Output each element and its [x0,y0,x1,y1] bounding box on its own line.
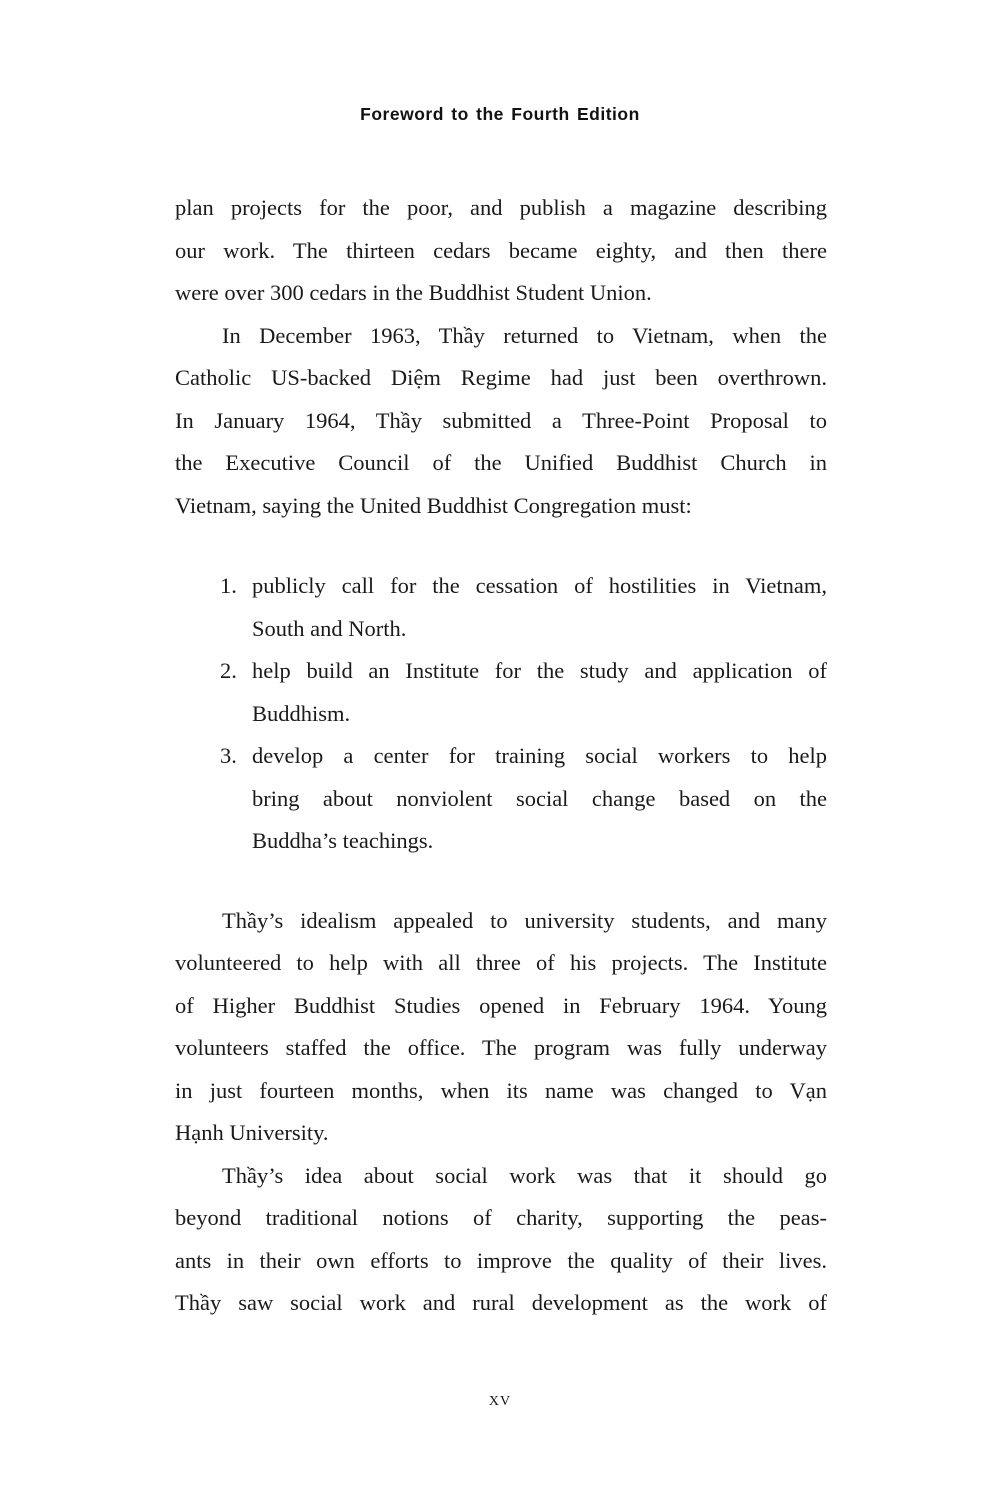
text-line: ants in their own efforts to improve the quality of their lives. [175,1247,827,1273]
text-line: South and North. [252,615,407,641]
text-line: Catholic US-backed Diệm Regime had just been overthrown. [175,365,827,390]
text-line: beyond traditional notions of charity, supporting the peas- [175,1205,827,1230]
list-item-number: 3. [220,743,237,768]
paragraph [175,900,827,1155]
text-line: plan projects for the poor, and publish a magazine describing [175,195,827,220]
list-item [175,735,827,863]
paragraph [175,315,827,528]
text-line: publicly call for the cessation of hostilities in Vietnam, [252,573,827,598]
text-line: bring about nonviolent social change based on the [252,785,827,811]
text-line: help build an Institute for the study and application of [252,658,827,683]
text-line: Thầy’s idealism appealed to university students, and many [222,907,827,933]
text-line: of Higher Buddhist Studies opened in February 1964. Young [175,992,827,1018]
text-line: Hạnh University. [175,1120,329,1145]
text-line: were over 300 cedars in the Buddhist Student Union. [175,280,652,305]
text-line: Buddha’s teachings. [252,828,434,853]
list-item-number: 1. [220,573,237,598]
text-line: Vietnam, saying the United Buddhist Congregation must: [175,492,692,518]
text-line: our work. The thirteen cedars became eighty, and then there [175,237,827,263]
list-item [175,565,827,650]
text-line: In January 1964, Thầy submitted a Three-Point Proposal to [175,407,827,433]
page-number: xv [488,1388,512,1410]
text-line: Thầy saw social work and rural development as the work of [175,1290,827,1315]
running-head: Foreword to the Fourth Edition [360,104,640,124]
text-line: the Executive Council of the Unified Buddhist Church in [175,450,827,475]
text-line: develop a center for training social workers to help [252,743,827,768]
text-line: Thầy’s idea about social work was that it should go [222,1162,827,1188]
list-item [175,650,827,735]
text-line: In December 1963, Thầy returned to Vietnam, when the [222,322,827,348]
text-line: in just fourteen months, when its name was changed to Vạn [175,1077,827,1103]
text-line: Buddhism. [252,700,351,726]
page-body [175,187,827,1325]
list-item-number: 2. [220,658,237,683]
numbered-list [175,565,827,863]
paragraph [175,187,827,315]
text-line: volunteers staffed the office. The program was fully underway [175,1035,827,1060]
text-line: volunteered to help with all three of his projects. The Institute [175,950,827,975]
paragraph [175,1155,827,1325]
